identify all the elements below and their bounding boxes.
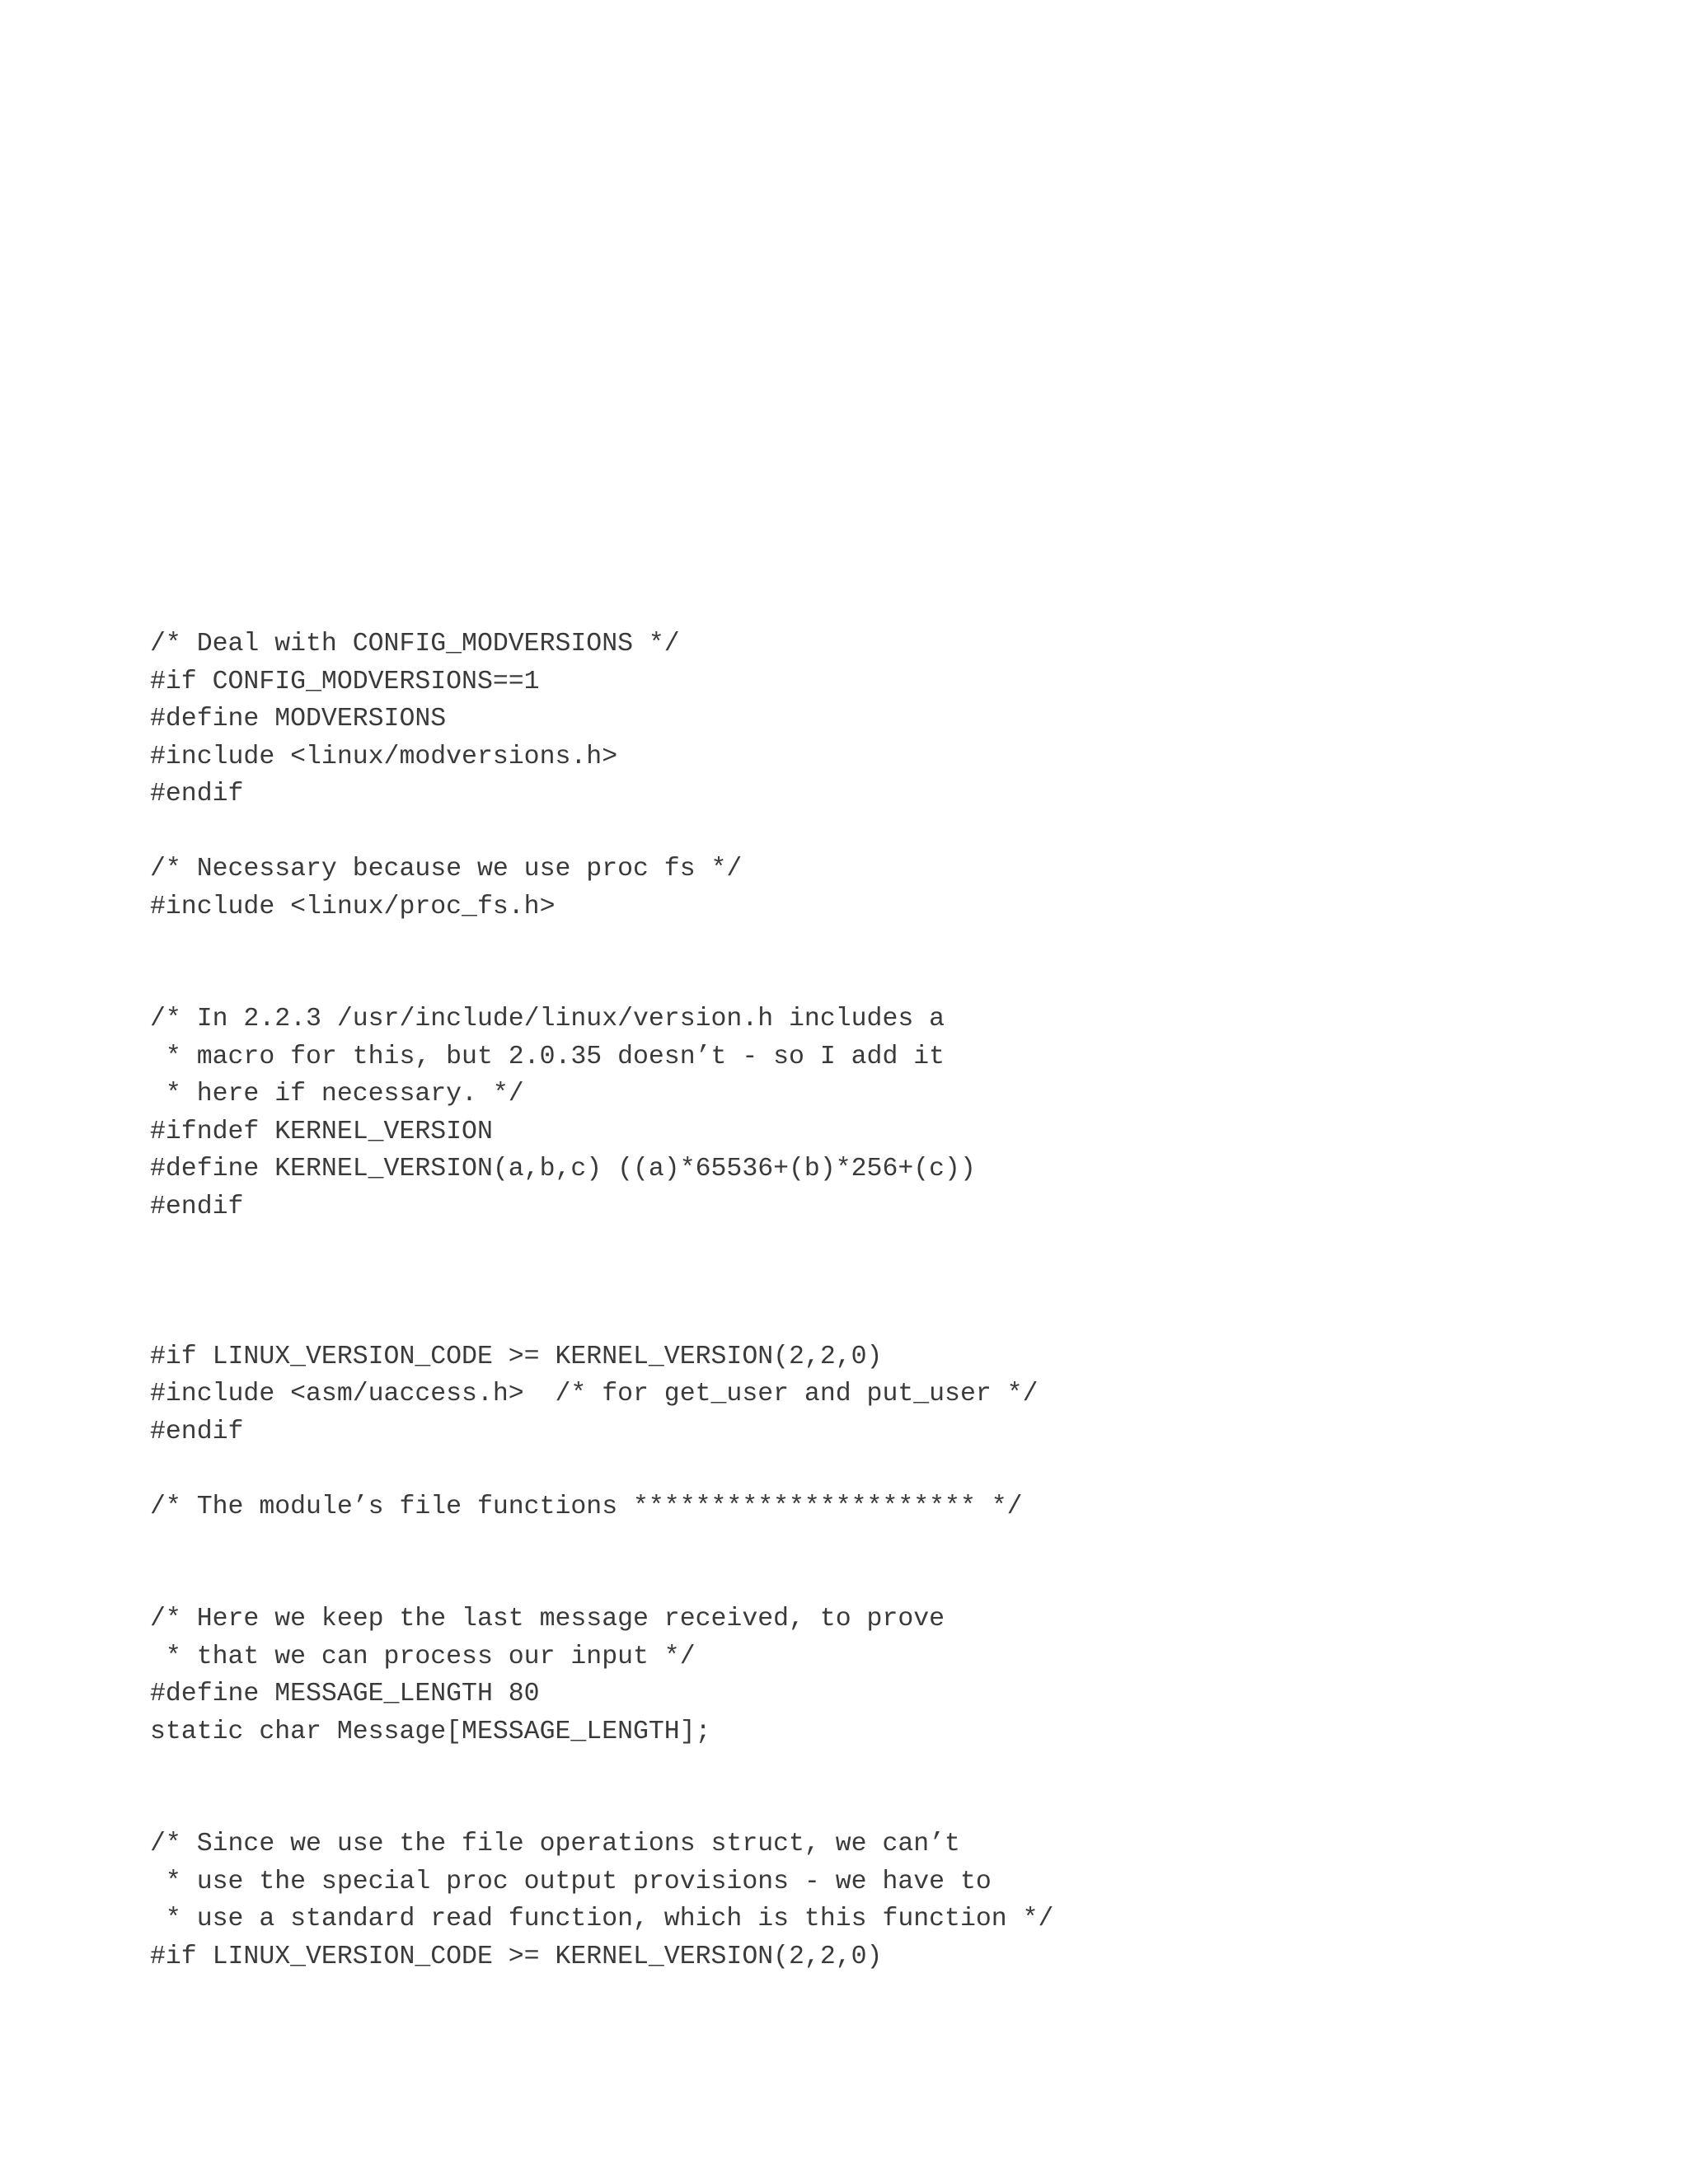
blank-line [150,813,1053,851]
blank-line [150,1301,1053,1338]
code-line: * use a standard read function, which is this function */ [150,1905,1054,1933]
code-line: #define MESSAGE_LENGTH 80 [150,1680,540,1708]
code-line: /* The module’s file functions ********************** */ [150,1492,1023,1521]
code-line: /* Deal with CONFIG_MODVERSIONS */ [150,630,680,658]
code-line: #endif [150,780,244,808]
code-line: #include <linux/proc_fs.h> [150,892,556,921]
blank-line [150,1526,1053,1563]
blank-line [150,1563,1053,1601]
code-line: #if LINUX_VERSION_CODE >= KERNEL_VERSION(2,2,0) [150,1942,883,1971]
code-line: #if LINUX_VERSION_CODE >= KERNEL_VERSION(2,2,0) [150,1342,883,1371]
code-line: * here if necessary. */ [150,1080,524,1108]
code-line: #include <asm/uaccess.h> /* for get_user and put_user */ [150,1380,1039,1408]
blank-line [150,1263,1053,1301]
code-line: /* Here we keep the last message received, to prove [150,1605,945,1633]
code-line: #if CONFIG_MODVERSIONS==1 [150,667,540,696]
blank-line [150,963,1053,1001]
code-line: * macro for this, but 2.0.35 doesn’t - so I add it [150,1042,945,1071]
code-line: * that we can process our input */ [150,1642,696,1671]
blank-line [150,1451,1053,1488]
code-line: /* Necessary because we use proc fs */ [150,855,743,883]
blank-line [150,926,1053,963]
code-line: #include <linux/modversions.h> [150,742,618,771]
code-line: #define KERNEL_VERSION(a,b,c) ((a)*65536+(b)*256+(c)) [150,1155,976,1183]
code-line: #define MODVERSIONS [150,705,447,733]
code-line: #endif [150,1417,244,1446]
code-line: #ifndef KERNEL_VERSION [150,1117,493,1146]
code-line: /* Since we use the file operations struct, we can’t [150,1830,960,1858]
blank-line [150,1226,1053,1263]
code-line: static char Message[MESSAGE_LENGTH]; [150,1717,711,1746]
code-listing [150,626,1053,1975]
blank-line [150,1750,1053,1788]
code-line: #endif [150,1192,244,1221]
code-line: * use the special proc output provisions - we have to [150,1867,992,1896]
blank-line [150,1788,1053,1826]
code-line: /* In 2.2.3 /usr/include/linux/version.h includes a [150,1005,945,1033]
